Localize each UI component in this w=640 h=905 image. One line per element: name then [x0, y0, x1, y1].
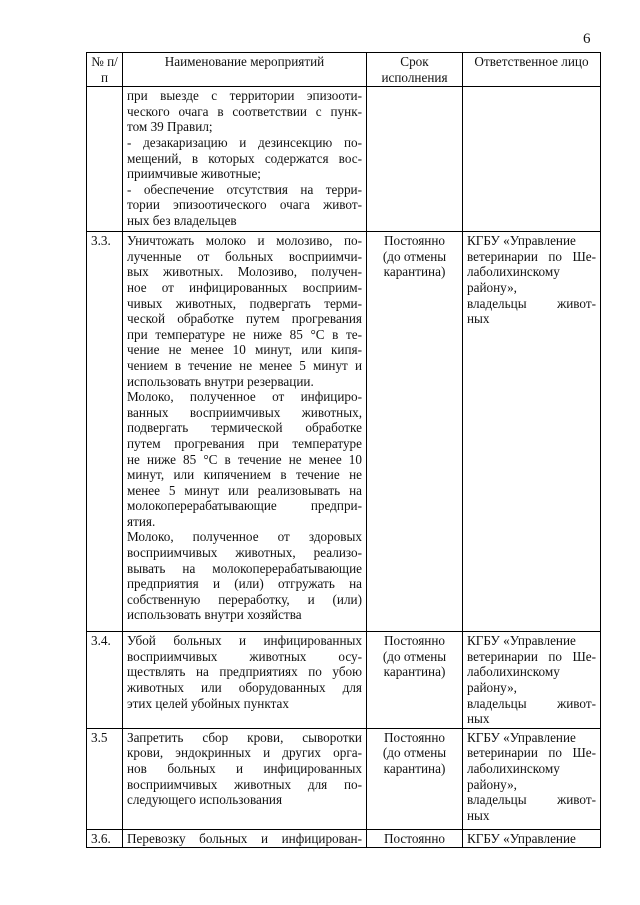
term-text-line: Постоянно: [383, 729, 445, 745]
responsible-text-line: КГБУ «Управление: [467, 633, 576, 649]
measure-text: [123, 728, 367, 829]
measure-text-line: ческого очага в соответствии с пунк-: [127, 103, 362, 119]
responsible-text-line: ветеринарии по Ше-: [467, 248, 596, 264]
table-row: [87, 829, 601, 848]
measure-text-line: Запретить сбор крови, сыворотки: [127, 729, 362, 745]
term-text-line: (до отмены: [382, 745, 447, 761]
measure-text-line: ных без владельцев: [127, 212, 237, 228]
table-row: [87, 232, 601, 632]
responsible-text-line: лаболихинскому: [467, 664, 560, 680]
measure-text-line: предприятия и (или) отгружать на: [127, 576, 362, 592]
measure-text: [123, 232, 367, 632]
measure-text-line: ществлять на предприятиях по убою: [127, 664, 362, 680]
term-text-line: карантина): [383, 264, 446, 280]
measure-text-line: Уничтожать молоко и молозиво, по-: [127, 233, 362, 249]
term-text-line: Постоянно: [383, 233, 445, 249]
measure-text-line: том 39 Правил;: [127, 119, 213, 135]
term-text: [367, 232, 463, 632]
measure-text-line: чением в течение не менее 5 минут и: [127, 357, 362, 373]
responsible-text-line: району»,: [467, 279, 517, 295]
measure-text-line: Молоко, полученное от здоровых: [127, 529, 362, 545]
measure-text-line: следующего использования: [127, 792, 283, 808]
row-number: 3.4.: [87, 632, 123, 729]
responsible-text-line: ных: [467, 807, 490, 823]
measure-text: [123, 829, 367, 848]
responsible-text-line: КГБУ «Управление: [467, 830, 576, 846]
responsible-text-line: району»,: [467, 679, 517, 695]
term-text-line: карантина): [383, 760, 446, 776]
responsible-text-line: ных: [467, 311, 490, 327]
measure-text-line: Молоко, полученное от инфициро-: [127, 389, 362, 405]
measure-text-line: при температуре не ниже 85 °С в те-: [127, 326, 362, 342]
measure-text-line: крови, эндокринных и других орга-: [127, 745, 362, 761]
responsible-text: [463, 829, 601, 848]
term-text-line: (до отмены: [382, 648, 447, 664]
header-term: Срок исполнения: [367, 53, 463, 87]
table-body: [87, 87, 601, 848]
measure-text-line: путем прогревания при температуре: [127, 435, 362, 451]
row-number: 3.3.: [87, 232, 123, 632]
term-text-line: Постоянно: [383, 830, 445, 846]
responsible-text-line: ветеринарии по Ше-: [467, 648, 596, 664]
measure-text-line: использовать внутри хозяйства: [127, 607, 302, 623]
measure-text-line: подвергать термической обработке: [127, 420, 362, 436]
page-number: 6: [583, 31, 591, 47]
table-row: [87, 632, 601, 729]
measure-text-line: ванных восприимчивых животных,: [127, 404, 362, 420]
responsible-text-line: владельцы живот-: [467, 295, 596, 311]
measure-text-line: Убой больных и инфицированных: [127, 633, 362, 649]
measure-text-line: - дезакаризацию и дезинсекцию по-: [127, 134, 362, 150]
measure-text-line: ное от инфицированных восприим-: [127, 279, 362, 295]
measure-text-line: этих целей убойных пунктах: [127, 695, 289, 711]
responsible-text: [463, 232, 601, 632]
measure-text-line: приимчивые животные;: [127, 166, 261, 182]
responsible-text-line: лаболихинскому: [467, 760, 560, 776]
table-header-row: [87, 53, 601, 87]
measure-text-line: менее 5 минут или реализовывать на: [127, 482, 362, 498]
measure-text-line: восприимчивых животных для по-: [127, 776, 362, 792]
measure-text-line: вывать на молокоперерабатывающие: [127, 560, 362, 576]
table-row: [87, 728, 601, 829]
row-number: 3.6.: [87, 829, 123, 848]
term-text: [367, 728, 463, 829]
measure-text: [123, 632, 367, 729]
measure-text-line: мещений, в которых содержатся вос-: [127, 150, 362, 166]
responsible-text-line: лаболихинскому: [467, 264, 560, 280]
measure-text-line: при выезде с территории эпизооти-: [127, 88, 362, 104]
measure-text-line: молокоперерабатывающие предпри-: [127, 498, 362, 514]
row-number: 3.5: [87, 728, 123, 829]
measure-text-line: не ниже 85 °С в течение не менее 10: [127, 451, 362, 467]
measure-text-line: вых животных. Молозиво, получен-: [127, 264, 362, 280]
measure-text-line: лученные от больных восприимчи-: [127, 248, 362, 264]
measure-text-line: животных или оборудованных для: [127, 679, 362, 695]
responsible-text-line: владельцы живот-: [467, 792, 596, 808]
measure-text-line: ятия.: [127, 513, 156, 529]
measure-text-line: Перевозку больных и инфицирован-: [127, 830, 362, 846]
measures-table: [86, 52, 601, 848]
measure-text-line: нов больных и инфицированных: [127, 760, 362, 776]
header-num: № п/п: [87, 53, 123, 87]
measure-text-line: чивых животных, подвергать терми-: [127, 295, 362, 311]
measure-text-line: ческой обработке путем прогревания: [127, 311, 362, 327]
responsible-text-line: КГБУ «Управление: [467, 233, 576, 249]
responsible-text: [463, 87, 601, 232]
measure-text-line: восприимчивых животных осу-: [127, 648, 362, 664]
responsible-text-line: ветеринарии по Ше-: [467, 745, 596, 761]
measure-text-line: тории эпизоотического очага живот-: [127, 197, 362, 213]
header-responsible: Ответственное лицо: [463, 53, 601, 87]
measure-text-line: минут, или кипячением в течение не: [127, 467, 362, 483]
term-text-line: Постоянно: [383, 633, 445, 649]
measure-text-line: собственную переработку, и (или): [127, 591, 362, 607]
responsible-text-line: КГБУ «Управление: [467, 729, 576, 745]
term-text-line: (до отмены: [382, 248, 447, 264]
term-text: [367, 87, 463, 232]
measure-text: [123, 87, 367, 232]
measure-text-line: использовать внутри резервации.: [127, 373, 314, 389]
responsible-text-line: району»,: [467, 776, 517, 792]
row-number: [87, 87, 123, 232]
measure-text-line: чение не менее 10 минут, или кипя-: [127, 342, 362, 358]
responsible-text: [463, 632, 601, 729]
table-row: [87, 87, 601, 232]
measure-text-line: - обеспечение отсутствия на терри-: [127, 181, 362, 197]
term-text: [367, 829, 463, 848]
term-text: [367, 632, 463, 729]
measure-text-line: восприимчивых животных, реализо-: [127, 545, 362, 561]
responsible-text-line: ных: [467, 711, 490, 727]
responsible-text-line: владельцы живот-: [467, 695, 596, 711]
header-name: Наименование мероприятий: [123, 53, 367, 87]
responsible-text: [463, 728, 601, 829]
term-text-line: карантина): [383, 664, 446, 680]
